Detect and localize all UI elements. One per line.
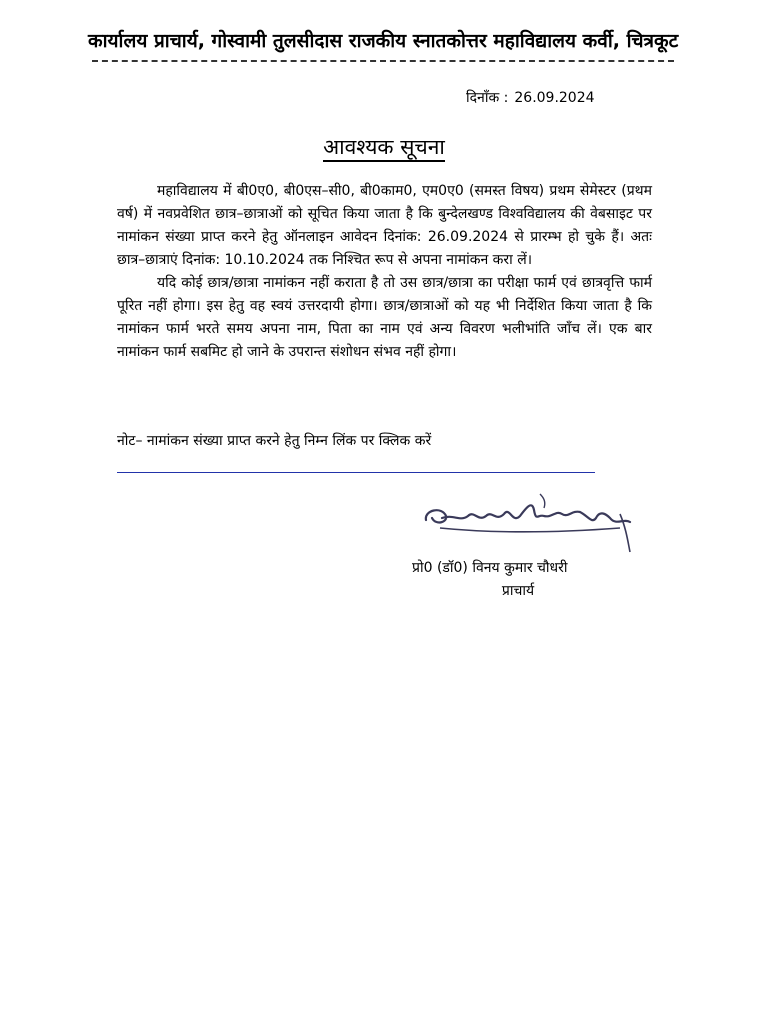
principal-signature [420, 488, 640, 558]
notice-heading-text: आवश्यक सूचना [323, 135, 445, 162]
notice-paragraph-2: यदि कोई छात्र/छात्रा नामांकन नहीं कराता है तो उस छात्र/छात्रा का परीक्षा फार्म एवं छात्रवृत्ति फार्म पूरित नहीं होगा। इस हेतु वह स्वयं उत्तरदायी होगा। छात्र/छात्राओं को यह भी निर्देशित किया जाता है कि नामांकन फार्म भरते समय अपना नाम, पिता का नाम एवं अन्य विवरण भलीभांति जाँच लें। एक बार नामांकन फार्म सबमिट हो जाने के उपरान्त संशोधन संभव नहीं होगा। [117, 275, 652, 360]
link-underline[interactable] [117, 472, 595, 473]
office-header-title: कार्यालय प्राचार्य, गोस्वामी तुलसीदास राजकीय स्नातकोत्तर महाविद्यालय कर्वी, चित्रकूट [88, 30, 679, 52]
notice-heading [0, 133, 768, 161]
date-value: 26.09.2024 [514, 90, 595, 106]
notice-date [466, 88, 595, 107]
signatory-name: प्रो0 (डॉ0) विनय कुमार चौधरी [412, 560, 568, 576]
notice-note: नोट– नामांकन संख्या प्राप्त करने हेतु निम्न लिंक पर क्लिक करें [117, 433, 432, 449]
signatory-designation: प्राचार्य [501, 583, 535, 599]
notice-body [117, 180, 652, 364]
notice-paragraph-1: महाविद्यालय में बी0ए0, बी0एस–सी0, बी0काम0, एम0ए0 (समस्त विषय) प्रथम सेमेस्टर (प्रथम वर्ष) में नवप्रवेशित छात्र–छात्राओं को सूचित किया जाता है कि बुन्देलखण्ड विश्वविद्यालय की वेबसाइट पर नामांकन संख्या प्राप्त करने हेतु ऑनलाइन आवेदन दिनांक: 26.09.2024 से प्रारम्भ हो चुके हैं। अतः छात्र–छात्राएं दिनांक: 10.10.2024 तक निश्चित रूप से अपना नामांकन करा लें। [117, 183, 652, 268]
date-label: दिनाँक : [466, 90, 509, 106]
header-dashed-divider [92, 60, 674, 62]
